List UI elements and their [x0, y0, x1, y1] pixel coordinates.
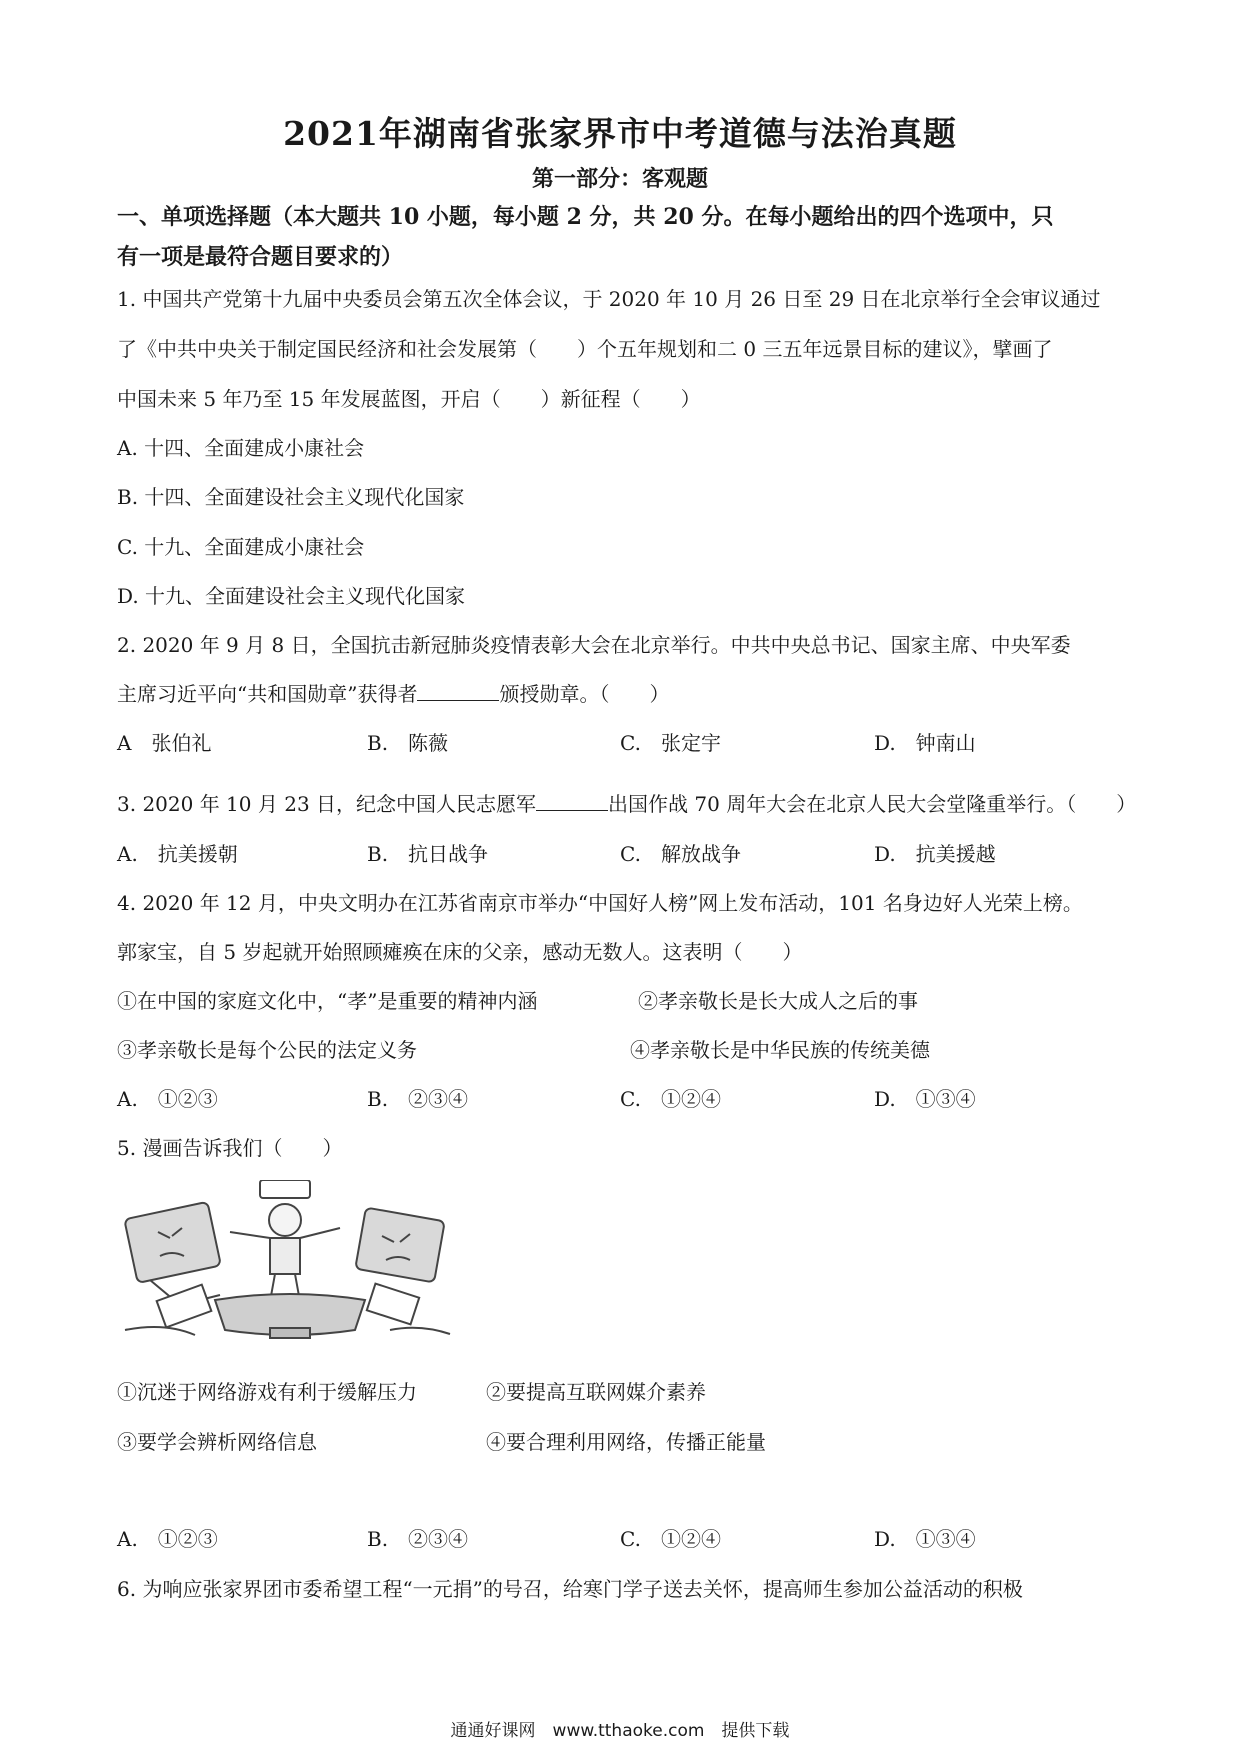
q5-text-line1: 5. 漫画告诉我们（ ） — [117, 1136, 343, 1160]
section-heading-line2: 有一项是最符合题目要求的） — [117, 244, 404, 270]
q4-statement-4: ④孝亲敬长是中华民族的传统美德 — [630, 1038, 930, 1062]
q1-text-line2: 了《中共中央关于制定国民经济和社会发展第（ ）个五年规划和二 0 三五年远景目标的建议》，擘画了 — [117, 337, 1053, 361]
q2-text-line1: 2. 2020 年 9 月 8 日，全国抗击新冠肺炎疫情表彰大会在北京举行。中共中央总书记、国家主席、中央军委 — [117, 633, 1071, 657]
q6-text-line1: 6. 为响应张家界团市委希望工程“一元捐”的号召，给寒门学子送去关怀，提高师生参加公益活动的积极 — [117, 1577, 1023, 1601]
q4-statement-3: ③孝亲敬长是每个公民的法定义务 — [117, 1038, 417, 1062]
q1-text-line3: 中国未来 5 年乃至 15 年发展蓝图，开启（ ）新征程（ ） — [117, 387, 701, 411]
q2-text-line2-end: 颁授勋章。（ ） — [499, 682, 670, 706]
q2-option-d: D. 钟南山 — [874, 731, 976, 755]
q3-option-c: C. 解放战争 — [620, 842, 741, 866]
q4-text-line2: 郭家宝，自 5 岁起就开始照顾瘫痪在床的父亲，感动无数人。这表明（ ） — [117, 940, 803, 964]
q5-option-d: D. ①③④ — [874, 1527, 976, 1551]
q4-option-d: D. ①③④ — [874, 1087, 976, 1111]
q1-option-b: B. 十四、全面建设社会主义现代化国家 — [117, 485, 465, 509]
q4-text-line1: 4. 2020 年 12 月，中央文明办在江苏省南京市举办“中国好人榜”网上发布活动，101 名身边好人光荣上榜。 — [117, 891, 1083, 915]
q4-option-c: C. ①②④ — [620, 1087, 721, 1111]
q5-statement-4: ④要合理利用网络，传播正能量 — [486, 1430, 766, 1454]
q5-statement-3: ③要学会辨析网络信息 — [117, 1430, 317, 1454]
q1-option-a: A. 十四、全面建成小康社会 — [117, 436, 365, 460]
fill-blank — [417, 682, 499, 701]
q3-text-line1 — [117, 790, 1136, 818]
q1-text-line1: 1. 中国共产党第十九届中央委员会第五次全体会议，于 2020 年 10 月 26 日至 29 日在北京举行全会审议通过 — [117, 287, 1101, 311]
q3-option-a: A. 抗美援朝 — [117, 842, 238, 866]
page-title: 2021年湖南省张家界市中考道德与法治真题 — [283, 114, 957, 153]
q3-text-start: 3. 2020 年 10 月 23 日，纪念中国人民志愿军 — [117, 792, 537, 816]
q4-option-a: A. ①②③ — [117, 1087, 218, 1111]
q4-option-b: B. ②③④ — [367, 1087, 469, 1111]
q4-statement-1: ①在中国的家庭文化中，“孝”是重要的精神内涵 — [117, 989, 538, 1013]
q2-option-c: C. 张定宇 — [620, 731, 721, 755]
q2-option-a: A 张伯礼 — [117, 731, 212, 755]
internet-cartoon-illustration — [120, 1180, 460, 1340]
q3-text-end: 出国作战 70 周年大会在北京人民大会堂隆重举行。（ ） — [608, 792, 1137, 816]
q2-option-b: B. 陈薇 — [367, 731, 449, 755]
fill-blank — [536, 792, 608, 811]
q1-option-c: C. 十九、全面建成小康社会 — [117, 535, 365, 559]
q3-option-d: D. 抗美援越 — [874, 842, 996, 866]
part-heading: 第一部分：客观题 — [531, 166, 708, 192]
q2-text-line2-start: 主席习近平向“共和国勋章”获得者 — [117, 682, 418, 706]
footer-watermark: 通通好课网 www.tthaoke.com 提供下载 — [450, 1721, 790, 1741]
q5-statement-1: ①沉迷于网络游戏有利于缓解压力 — [117, 1380, 417, 1404]
q4-statement-2: ②孝亲敬长是长大成人之后的事 — [638, 989, 918, 1013]
q5-statement-2: ②要提高互联网媒介素养 — [486, 1380, 706, 1404]
q5-option-b: B. ②③④ — [367, 1527, 469, 1551]
q3-option-b: B. 抗日战争 — [367, 842, 489, 866]
q5-option-a: A. ①②③ — [117, 1527, 218, 1551]
q2-text-line2 — [117, 680, 669, 708]
section-heading-line1: 一、单项选择题（本大题共 10 小题，每小题 2 分，共 20 分。在每小题给出的四个选项中，只 — [117, 204, 1054, 230]
q1-option-d: D. 十九、全面建设社会主义现代化国家 — [117, 584, 466, 608]
q5-option-c: C. ①②④ — [620, 1527, 721, 1551]
